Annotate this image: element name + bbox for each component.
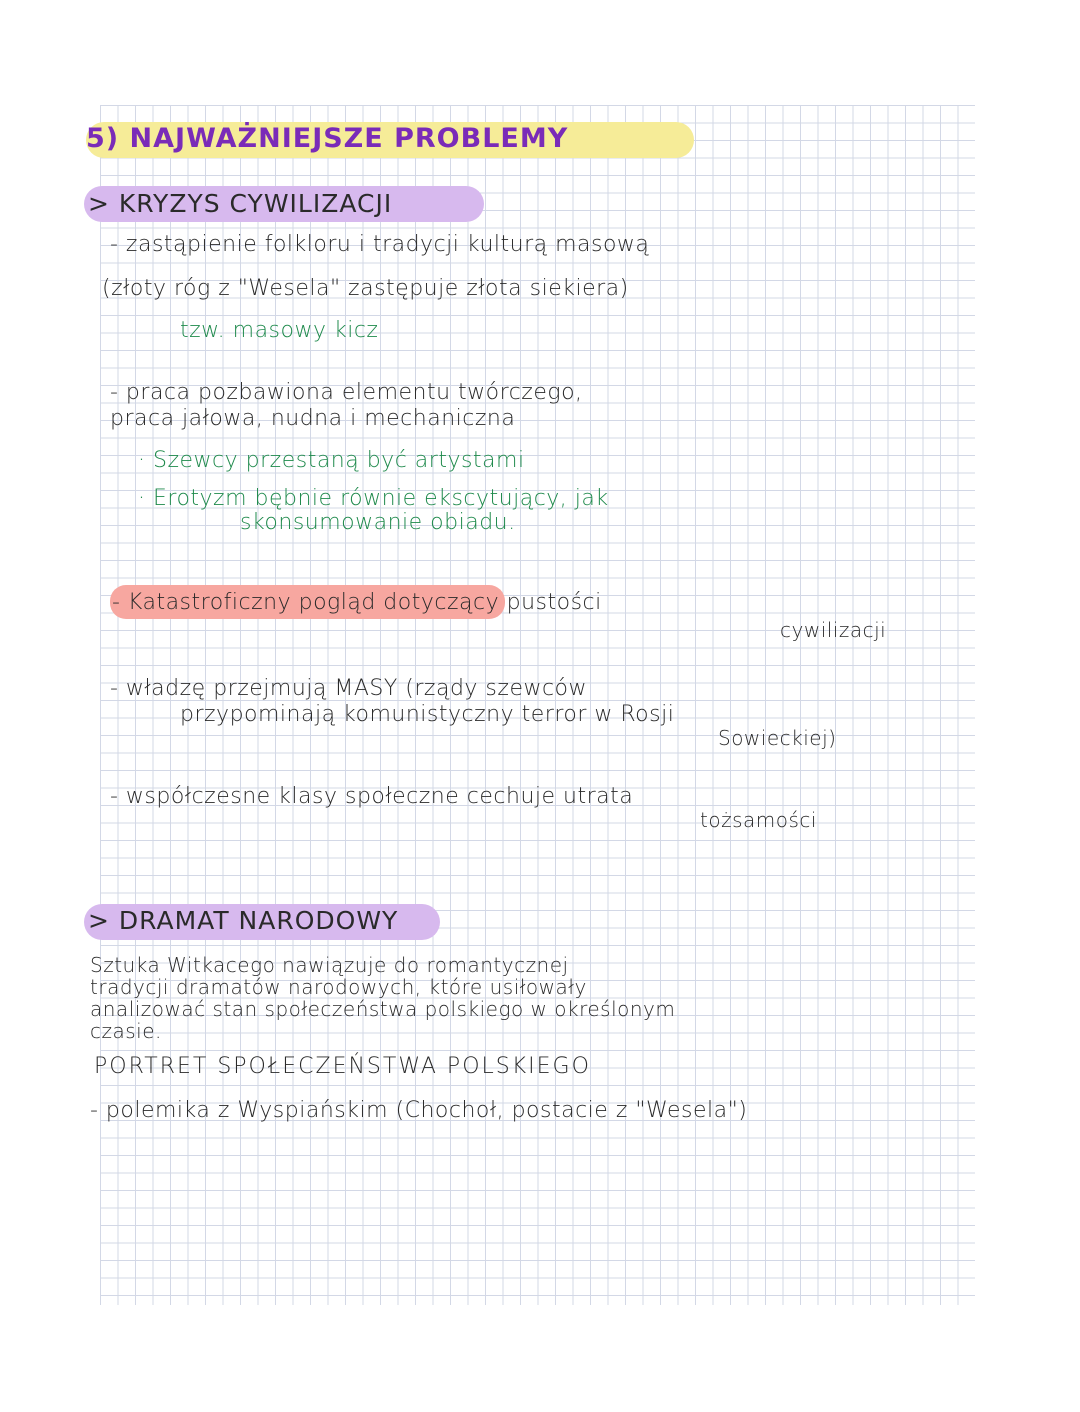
note-line: czasie. [90, 1019, 162, 1043]
note-line: - praca pozbawiona elementu twórczego, [110, 380, 583, 405]
note-line: tożsamości [700, 808, 817, 832]
note-line: - władzę przejmują MASY (rządy szewców [110, 676, 588, 701]
note-line: skonsumowanie obiadu. [240, 510, 516, 535]
note-line: analizować stan społeczeństwa polskiego w określonym [90, 997, 676, 1021]
note-line: · Erotyzm bębnie równie ekscytujący, jak [138, 486, 609, 511]
page-title: 5) NAJWAŻNIEJSZE PROBLEMY [86, 123, 569, 154]
note-line: praca jałowa, nudna i mechaniczna [110, 406, 516, 431]
note-line: przypominają komunistyczny terror w Rosji [180, 702, 675, 727]
note-line: - zastąpienie folkloru i tradycji kulturą masową [110, 232, 650, 257]
note-line: tzw. masowy kicz [180, 318, 379, 343]
note-line: Sztuka Witkacego nawiązuje do romantycznej [90, 953, 569, 977]
note-line: - współczesne klasy społeczne cechuje utrata [110, 784, 634, 809]
note-line: PORTRET SPOŁECZEŃSTWA POLSKIEGO [94, 1054, 591, 1079]
note-line: · Szewcy przestaną być artystami [138, 448, 525, 473]
note-line: - polemika z Wyspiańskim (Chochoł, postacie z "Wesela") [90, 1098, 748, 1123]
section1-heading: > KRYZYS CYWILIZACJI [88, 189, 393, 218]
note-line: cywilizacji [780, 618, 887, 642]
note-line: (złoty róg z "Wesela" zastępuje złota siekiera) [102, 276, 629, 301]
note-line: Sowieckiej) [718, 726, 837, 750]
note-line: tradycji dramatów narodowych, które usiłowały [90, 975, 587, 999]
note-line: - Katastroficzny pogląd dotyczący pustości [112, 590, 602, 615]
section2-heading: > DRAMAT NARODOWY [88, 906, 399, 935]
